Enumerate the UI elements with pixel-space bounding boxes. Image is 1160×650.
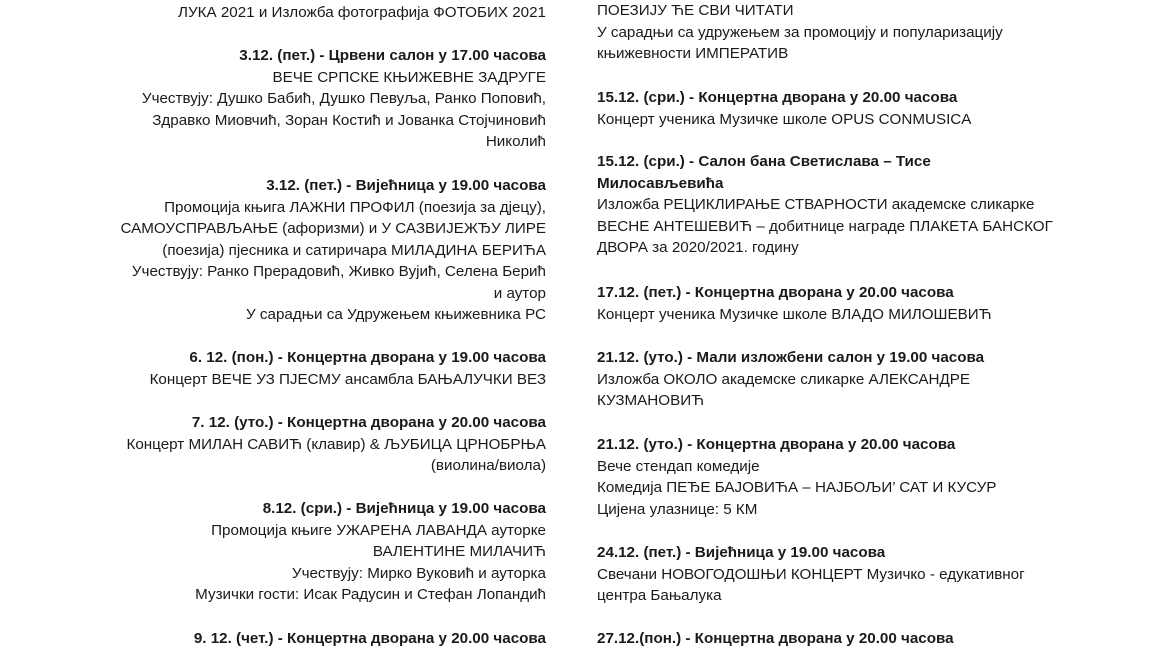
event bbox=[597, 347, 1142, 412]
event-line: Свечани НОВОГОДОШЊИ КОНЦЕРТ Музичко - едукативног bbox=[597, 565, 1025, 583]
event-line: Концерт ученика Музичке школе ВЛАДО МИЛОШЕВИЋ bbox=[597, 305, 992, 323]
event-line: Концерт МИЛАН САВИЋ (клавир) & ЉУБИЦА ЦРНОБРЊА bbox=[126, 435, 546, 453]
event-line: Учествују: Мирко Вуковић и ауторка bbox=[291, 564, 546, 582]
event-line: центра Бањалука bbox=[597, 587, 722, 604]
event bbox=[0, 412, 546, 477]
event-line: ВЕЧЕ СРПСКЕ КЊИЖЕВНЕ ЗАДРУГЕ bbox=[272, 68, 546, 86]
event bbox=[0, 45, 546, 153]
event-line: (поезија) пјесника и сатиричара МИЛАДИНА БЕРИЋА bbox=[162, 241, 546, 259]
event-heading: 6. 12. (пон.) - Концертна дворана у 19.00 часова bbox=[189, 349, 546, 366]
event bbox=[0, 347, 546, 390]
event bbox=[0, 498, 546, 606]
event bbox=[597, 87, 1142, 130]
event-heading: 9. 12. (чет.) - Концертна дворана у 20.00 часова bbox=[193, 630, 546, 647]
event-line: Здравко Миовчић, Зоран Костић и Јованка Стојчиновић bbox=[152, 111, 546, 129]
top-line: ПОЕЗИЈУ ЋЕ СВИ ЧИТАТИ bbox=[597, 2, 794, 19]
event-heading: 24.12. (пет.) - Вијећница у 19.00 часова bbox=[597, 544, 886, 561]
event-line: и аутор bbox=[493, 284, 546, 302]
top-line: књижевности ИМПЕРАТИВ bbox=[597, 45, 789, 62]
event bbox=[597, 151, 1053, 259]
event-line: У сарадњи са Удружењем књижевника РС bbox=[246, 306, 546, 323]
event-line: ВЕСНЕ АНТЕШЕВИЋ – добитнице награде ПЛАКЕТА БАНСКОГ bbox=[597, 217, 1053, 235]
event-heading: 17.12. (пет.) - Концертна дворана у 20.00 часова bbox=[597, 284, 954, 301]
event-line: Концерт ученика Музичке школе OPUS CONMUSICA bbox=[597, 110, 972, 128]
event-line: ВАЛЕНТИНЕ МИЛАЧИЋ bbox=[372, 543, 546, 560]
event-line: САМОУСПРАВЉАЊЕ (афоризми) и У САЗВИЈЕЖЂУ ЛИРЕ bbox=[120, 220, 546, 237]
event-line: Изложба ОКОЛО академске сликарке АЛЕКСАНДРЕ bbox=[597, 370, 970, 388]
event-line: ДВОРА за 2020/2021. годину bbox=[597, 239, 799, 256]
event-heading: 3.12. (пет.) - Црвени салон у 17.00 часова bbox=[239, 47, 546, 64]
event bbox=[0, 628, 546, 650]
event-line: Концерт ВЕЧЕ УЗ ПЈЕСМУ ансамбла БАЊАЛУЧКИ ВЕЗ bbox=[149, 370, 546, 388]
event bbox=[0, 175, 546, 326]
event-line: Музички гости: Исак Радусин и Стефан Лопандић bbox=[195, 586, 546, 603]
event-heading: 15.12. (сри.) - Салон бана Светислава – Тисе Милосављевића bbox=[597, 153, 931, 192]
event-heading: 27.12.(пон.) - Концертна дворана у 20.00 часова bbox=[597, 630, 954, 647]
event-line: (виолина/виола) bbox=[430, 457, 546, 474]
event-line: Цијена улазнице: 5 КМ bbox=[597, 500, 758, 518]
event bbox=[597, 542, 1142, 607]
right-top-block bbox=[597, 0, 1142, 65]
event-heading: 3.12. (пет.) - Вијећница у 19.00 часова bbox=[266, 177, 546, 194]
event bbox=[597, 628, 1142, 650]
event bbox=[597, 282, 1142, 325]
event-line: Изложба РЕЦИКЛИРАЊЕ СТВАРНОСТИ академске сликарке bbox=[597, 196, 1035, 213]
event-heading: 7. 12. (уто.) - Концертна дворана у 20.00 часова bbox=[191, 414, 546, 431]
event-line: Вече стендап комедије bbox=[597, 457, 760, 475]
top-line: У сарадњи са удружењем за промоцију и популаризацију bbox=[597, 23, 1003, 41]
event-line: Промоција књиге УЖАРЕНА ЛАВАНДА ауторке bbox=[211, 521, 546, 539]
event-line: Комедија ПЕЂЕ БАЈОВИЋА – НАЈБОЉИ’ САТ И КУСУР bbox=[597, 479, 997, 496]
event-line: Николић bbox=[485, 133, 546, 150]
left-top-line: ЛУКА 2021 и Изложба фотографија ФОТОБИХ 2021 bbox=[178, 4, 546, 21]
event-line: Учествују: Ранко Прерадовић, Живко Вујић, Селена Берић bbox=[131, 263, 546, 280]
event-heading: 15.12. (сри.) - Концертна дворана у 20.00 часова bbox=[597, 89, 958, 106]
event-line: Промоција књига ЛАЖНИ ПРОФИЛ (поезија за дјецу), bbox=[164, 198, 546, 216]
event-line: КУЗМАНОВИЋ bbox=[597, 392, 705, 409]
event-heading: 8.12. (сри.) - Вијећница у 19.00 часова bbox=[262, 500, 546, 517]
event-heading: 21.12. (уто.) - Концертна дворана у 20.00 часова bbox=[597, 436, 956, 453]
event bbox=[597, 434, 1142, 520]
event-heading: 21.12. (уто.) - Мали изложбени салон у 19.00 часова bbox=[597, 349, 985, 366]
event-line: Учествују: Душко Бабић, Душко Певуља, Ранко Поповић, bbox=[141, 90, 546, 107]
